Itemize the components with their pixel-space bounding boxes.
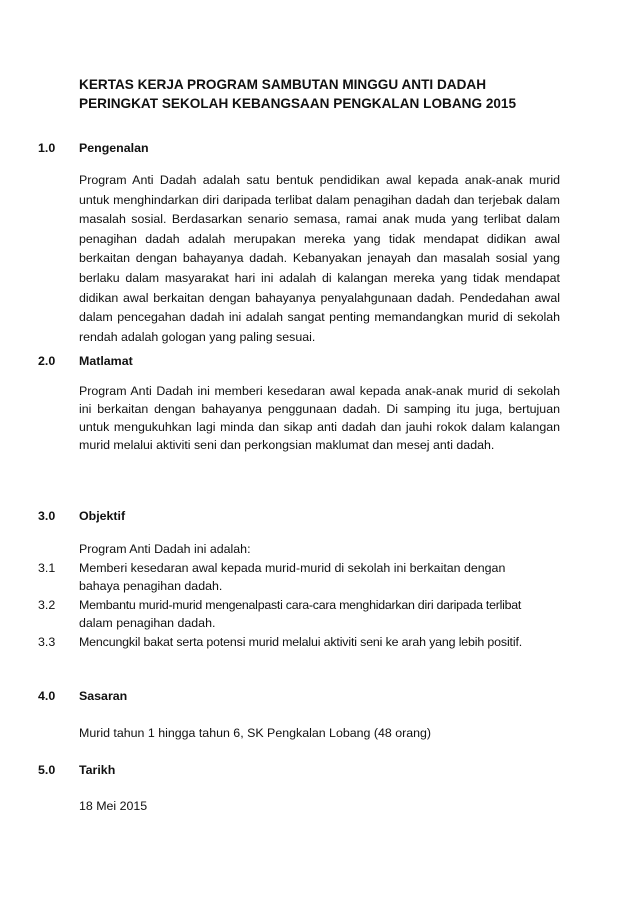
section-heading-matlamat: Matlamat <box>79 354 133 368</box>
section-heading-sasaran: Sasaran <box>79 689 128 703</box>
section-body-tarikh: 18 Mei 2015 <box>79 799 148 813</box>
objective-item-3-line-1: Mencungkil bakat serta potensi murid melalui aktiviti seni ke arah yang lebih positif. <box>79 635 523 649</box>
objective-number: 3.2 <box>38 598 56 612</box>
section-number: 2.0 <box>38 354 56 368</box>
objective-item-2-line-2: dalam penagihan dadah. <box>79 616 216 630</box>
section-body-pengenalan: Program Anti Dadah adalah satu bentuk pendidikan awal kepada anak-anak murid untuk menghindarkan diri daripada terlibat dalam penagihan dadah dan terjebak dalam masalah sosial. Berdasarkan senario semasa, ramai anak muda yang terlibat dalam penagihan dadah adalah merupakan mereka yang tidak mendapat didikan awal berkaitan dengan bahayanya dadah. Kebanyakan jenayah dan masalah sosial yang berlaku dalam masyarakat hari ini adalah di kalangan mereka yang tidak mendapat didikan awal berkaitan dengan bahayanya penyalahgunaan dadah. Pendedahan awal dalam pencegahan dadah ini adalah sangat penting memandangkan murid di sekolah rendah adalah gologan yang paling sesuai. <box>79 173 560 344</box>
section-heading-tarikh: Tarikh <box>79 763 116 777</box>
title-line-1: KERTAS KERJA PROGRAM SAMBUTAN MINGGU ANTI DADAH <box>79 77 487 92</box>
section-body-sasaran: Murid tahun 1 hingga tahun 6, SK Pengkalan Lobang (48 orang) <box>79 726 432 740</box>
objektif-intro: Program Anti Dadah ini adalah: <box>79 542 251 556</box>
section-number: 5.0 <box>38 763 56 777</box>
section-number: 4.0 <box>38 689 56 703</box>
section-number: 3.0 <box>38 509 56 523</box>
section-heading-objektif: Objektif <box>79 509 126 523</box>
objective-number: 3.3 <box>38 635 56 649</box>
section-number: 1.0 <box>38 141 56 155</box>
title-line-2: PERINGKAT SEKOLAH KEBANGSAAN PENGKALAN LOBANG 2015 <box>79 96 517 111</box>
document-title <box>79 75 599 113</box>
objective-item-1-line-2: bahaya penagihan dadah. <box>79 579 223 593</box>
objective-item-1-line-1: Memberi kesedaran awal kepada murid-murid di sekolah ini berkaitan dengan <box>79 561 506 575</box>
objective-item-2-line-1: Membantu murid-murid mengenalpasti cara-cara menghidarkan diri daripada terlibat <box>79 598 522 612</box>
section-heading-pengenalan: Pengenalan <box>79 141 149 155</box>
objective-number: 3.1 <box>38 561 56 575</box>
section-body-matlamat: Program Anti Dadah ini memberi kesedaran awal kepada anak-anak murid di sekolah ini berkaitan dengan bahayanya penggunaan dadah. Di samping itu juga, bertujuan untuk mengukuhkan lagi minda dan sikap anti dadah dan jauhi rokok dalam kalangan murid melalui aktiviti seni dan perkongsian maklumat dan mesej anti dadah. <box>79 384 560 452</box>
